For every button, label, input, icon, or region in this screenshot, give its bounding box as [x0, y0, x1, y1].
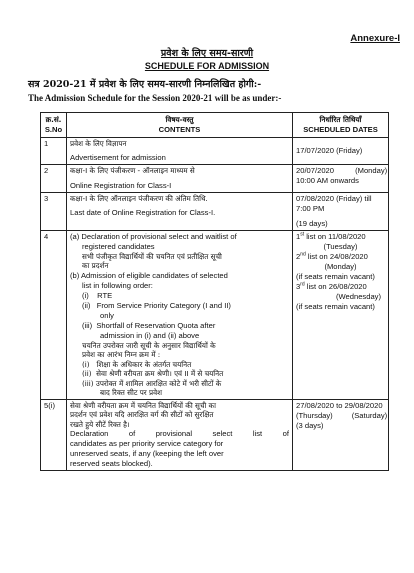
content-english: Last date of Online Registration for Class-I. [70, 208, 216, 218]
row-content [67, 192, 293, 230]
content-b-item-ii-cont: only [100, 310, 114, 320]
header-dates [293, 113, 389, 138]
header-sno-hindi: क्र.सं. [45, 115, 62, 124]
table-row [41, 137, 389, 165]
header-sno-english: S.No [44, 124, 63, 134]
content-b-english: (b) Admission of eligible candidates of selected [70, 270, 228, 280]
row-content [67, 399, 293, 471]
date-text: 27/08/2020 to 29/08/2020 [296, 400, 383, 410]
header-contents-hindi: विषय-वस्तु [165, 115, 194, 124]
date-text: 17/07/2020 (Friday) [296, 145, 363, 155]
content-english: Declaration of provisional select list of [70, 429, 289, 439]
content-b-english-cont: list in following order: [82, 280, 153, 290]
table-row [41, 165, 389, 193]
content-hindi: कक्षा-I के लिए पंजीकरण - ऑनलाइन माध्यम से [70, 166, 195, 176]
content-hindi: कक्षा-I के लिए ऑनलाइन पंजीकरण की अंतिम तिथि. [70, 193, 208, 203]
table-row [41, 230, 389, 399]
content-b-hindi-item-i: (i) शिक्षा के अधिकार के अंतर्गत चयनित [82, 359, 192, 369]
table-row [41, 192, 389, 230]
date-time: 7:00 PM [296, 203, 325, 213]
content-b-item-iii-cont: admission in (i) and (ii) above [100, 330, 200, 340]
date-list-1-day: (Tuesday) [323, 241, 358, 251]
content-hindi-cont: प्रदर्शन एवं प्रवेश यदि आरक्षित वर्ग की सीटों को सुरक्षित [70, 410, 214, 420]
content-english: Online Registration for Class-I [70, 180, 172, 190]
table-header-row [41, 113, 389, 138]
date-time: 10:00 AM onwards [296, 176, 359, 186]
date-list-3-day: (Wednesday) [335, 291, 381, 301]
date-duration: (19 days) [296, 218, 328, 228]
row-content [67, 137, 293, 165]
content-b-item-i: (i) RTE [82, 290, 113, 300]
date-text: 20/07/2020 (Monday) [296, 166, 388, 176]
content-english-cont: candidates as per priority service category for [70, 439, 224, 449]
content-b-hindi-cont: प्रवेश का आरंभ निम्न क्रम में : [82, 350, 161, 360]
row-sno: 5(i) [41, 399, 67, 471]
content-hindi-cont: रखते हुये सीटें रिक्त है। [70, 419, 130, 429]
date-list-1: 1st list on 11/08/2020 [296, 231, 366, 241]
intro-english: The Admission Schedule for the Session 2020-21 will be as under:- [28, 93, 282, 103]
row-sno: 3 [41, 192, 67, 230]
row-sno: 2 [41, 165, 67, 193]
header-sno [41, 113, 67, 138]
content-english-cont: reserved seats blocked). [70, 459, 153, 469]
intro-hindi: सत्र 2020-21 में प्रवेश के लिए समय-सारणी निम्नलिखित होगी:- [28, 79, 262, 90]
row-date [293, 399, 389, 471]
content-b-hindi-item-ii: (ii) सेवा श्रेणी वरीयता क्रम श्रेणी। एवं II में से चयनित [82, 369, 224, 379]
heading-english: SCHEDULE FOR ADMISSION [144, 61, 270, 71]
row-sno: 4 [41, 230, 67, 399]
row-date [293, 137, 389, 165]
content-b-item-ii: (ii) From Service Priority Category (I and II) [82, 300, 231, 310]
annexure-label: Annexure-I [350, 33, 400, 44]
header-dates-english: SCHEDULED DATES [303, 124, 378, 134]
header-contents-english: CONTENTS [158, 124, 201, 134]
row-content [67, 230, 293, 399]
content-b-item-iii: (iii) Shortfall of Reservation Quota after [82, 320, 216, 330]
content-hindi: सेवा श्रेणी वरीयता क्रम में चयनित विद्यार्थियों की सूची का [70, 400, 216, 410]
content-b-hindi-item-iii: (iii) उपरोक्त में शामिल आरक्षित कोटे में भरी सीटों के [82, 378, 222, 388]
content-hindi: प्रवेश के लिए विज्ञापन [70, 138, 127, 148]
row-sno: 1 [41, 137, 67, 165]
date-list-2-note: (if seats remain vacant) [296, 271, 375, 281]
date-text: 07/08/2020 (Friday) till [296, 193, 372, 203]
date-list-2: 2nd list on 24/08/2020 [296, 251, 368, 261]
content-a-english-cont: registered candidates [82, 241, 155, 251]
row-content [67, 165, 293, 193]
row-date [293, 230, 389, 399]
content-b-hindi: चयनित उपरोक्त जारी सूची के अनुसार विद्यार्थियों के [82, 340, 216, 350]
date-days: (Thursday) (Saturday) [296, 410, 388, 420]
content-a-english: (a) Declaration of provisional select and waitlist of [70, 231, 237, 241]
content-english-cont: unreserved seats, if any (keeping the left over [70, 449, 224, 459]
content-b-hindi-item-iii-cont: बाद रिक्त सीट पर प्रवेश [100, 388, 163, 398]
header-contents [67, 113, 293, 138]
table-row [41, 399, 389, 471]
date-list-3-note: (if seats remain vacant) [296, 301, 375, 311]
content-english: Advertisement for admission [70, 153, 166, 163]
date-list-2-day: (Monday) [324, 261, 357, 271]
admission-schedule-table [40, 112, 389, 471]
content-a-hindi-cont: का प्रदर्शन [82, 261, 109, 271]
row-date [293, 192, 389, 230]
row-date [293, 165, 389, 193]
header-dates-hindi: निर्धारित तिथियाँ [319, 115, 362, 124]
date-list-3: 3rd list on 26/08/2020 [296, 281, 367, 291]
content-a-hindi: सभी पंजीकृत विद्यार्थियों की चयनित एवं प्रतीक्षित सूची [82, 251, 222, 261]
heading-hindi: प्रवेश के लिए समय-सारणी [160, 48, 254, 59]
date-duration: (3 days) [296, 420, 324, 430]
